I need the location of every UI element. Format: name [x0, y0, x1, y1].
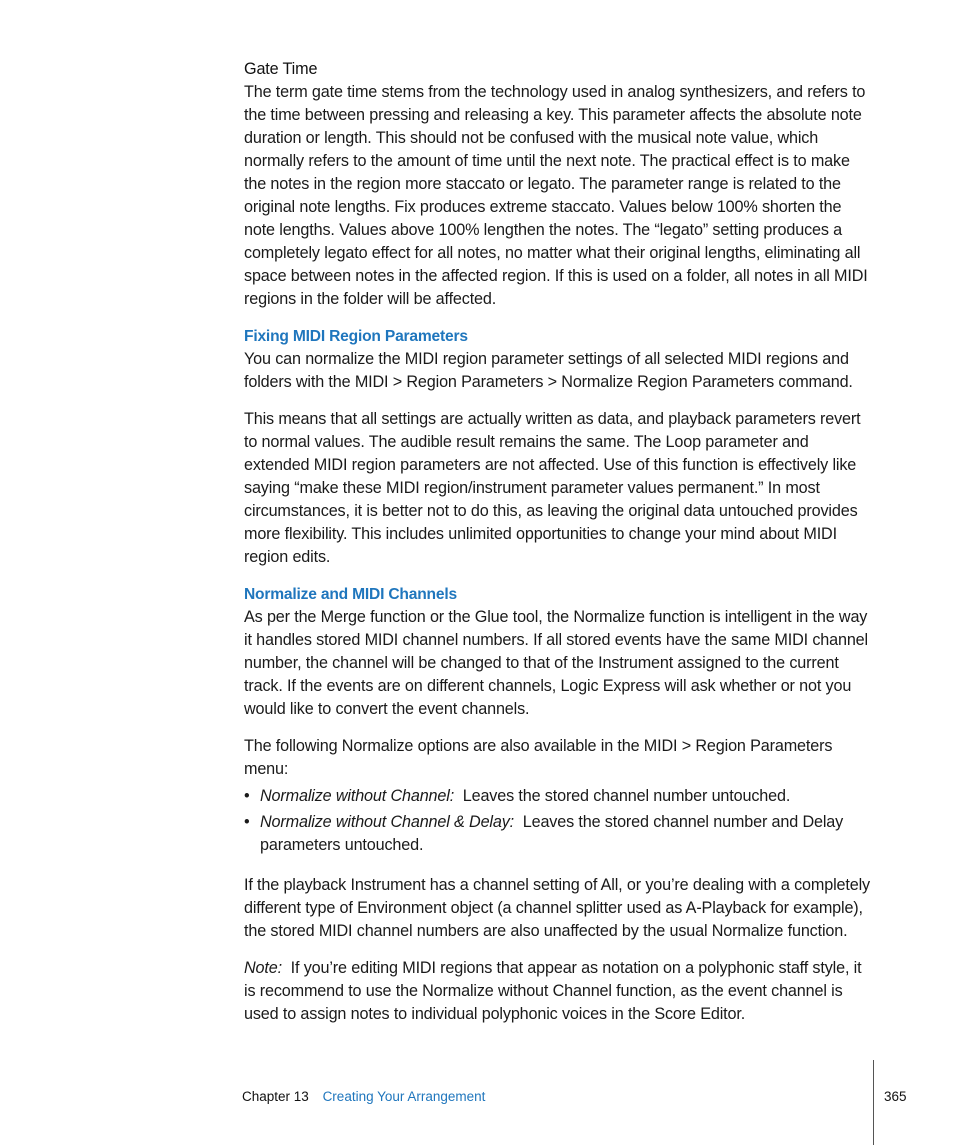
option-term: Normalize without Channel & Delay: [260, 813, 515, 831]
heading-normalize-midi-channels: Normalize and MIDI Channels [244, 586, 457, 603]
paragraph-normalize-2: The following Normalize options are also available in the MIDI > Region Parameters menu: [244, 737, 833, 778]
paragraph-fixing-1: You can normalize the MIDI region parameter settings of all selected MIDI regions and folders with the MIDI > Region Parameters > Normalize Region Parameters command. [244, 350, 853, 391]
paragraph-gate-time: The term gate time stems from the technology used in analog synthesizers, and refers to the time between pressing and releasing a key. This parameter affects the absolute note duration or length. This should not be confused with the musical note value, which normally refers to the amount of time until the next note. The practical effect is to make the notes in the region more staccato or legato. The parameter range is related to the original note lengths. Fix produces extreme staccato. Values below 100% shorten the note lengths. Values above 100% lengthen the notes. The “legato” setting produces a completely legato effect for all notes, no matter what their original lengths, eliminating all space between notes in the affected region. If this is used on a folder, all notes in all MIDI regions in the folder will be affected. [244, 83, 868, 308]
list-item [244, 785, 874, 808]
heading-gate-time: Gate Time [244, 60, 318, 78]
paragraph-normalize-3: If the playback Instrument has a channel setting of All, or you’re dealing with a completely different type of Environment object (a channel splitter used as A-Playback for example), the stored MIDI channel numbers are also unaffected by the usual Normalize function. [244, 876, 870, 940]
chapter-label: Chapter 13 [242, 1089, 309, 1104]
note-paragraph [244, 957, 874, 1026]
bullet-icon: • [244, 787, 250, 805]
list-item [244, 811, 874, 857]
option-description: Leaves the stored channel number untouched. [462, 787, 791, 805]
note-text: If you’re editing MIDI regions that appear as notation on a polyphonic staff style, it is recommend to use the Normalize without Channel function, as the event channel is used to assign notes to individual polyphonic voices in the Score Editor. [244, 959, 862, 1023]
paragraph-normalize-1: As per the Merge function or the Glue tool, the Normalize function is intelligent in the way it handles stored MIDI channel numbers. If all stored events have the same MIDI channel number, the channel will be changed to that of the Instrument assigned to the current track. If the events are on different channels, Logic Express will ask whether or not you would like to convert the event channels. [244, 608, 868, 718]
page-number: 365 [884, 1089, 907, 1104]
paragraph-fixing-2: This means that all settings are actually written as data, and playback parameters revert to normal values. The audible result remains the same. The Loop parameter and extended MIDI region parameters are not affected. Use of this function is effectively like saying “make these MIDI region/instrument parameter values permanent.” In most circumstances, it is better not to do this, as leaving the original data untouched provides more flexibility. This includes unlimited opportunities to change your mind about MIDI region edits. [244, 410, 861, 566]
option-description: Leaves the stored channel number and Delay parameters untouched. [260, 813, 844, 854]
footer-divider [873, 1060, 874, 1145]
chapter-title-link[interactable]: Creating Your Arrangement [322, 1089, 486, 1104]
page-footer [242, 1088, 485, 1106]
heading-fixing-midi-region-parameters: Fixing MIDI Region Parameters [244, 328, 468, 345]
normalize-options-list [244, 785, 874, 857]
note-label: Note: [244, 959, 282, 977]
page-content [244, 58, 874, 1026]
option-term: Normalize without Channel: [260, 787, 455, 805]
bullet-icon: • [244, 813, 250, 831]
